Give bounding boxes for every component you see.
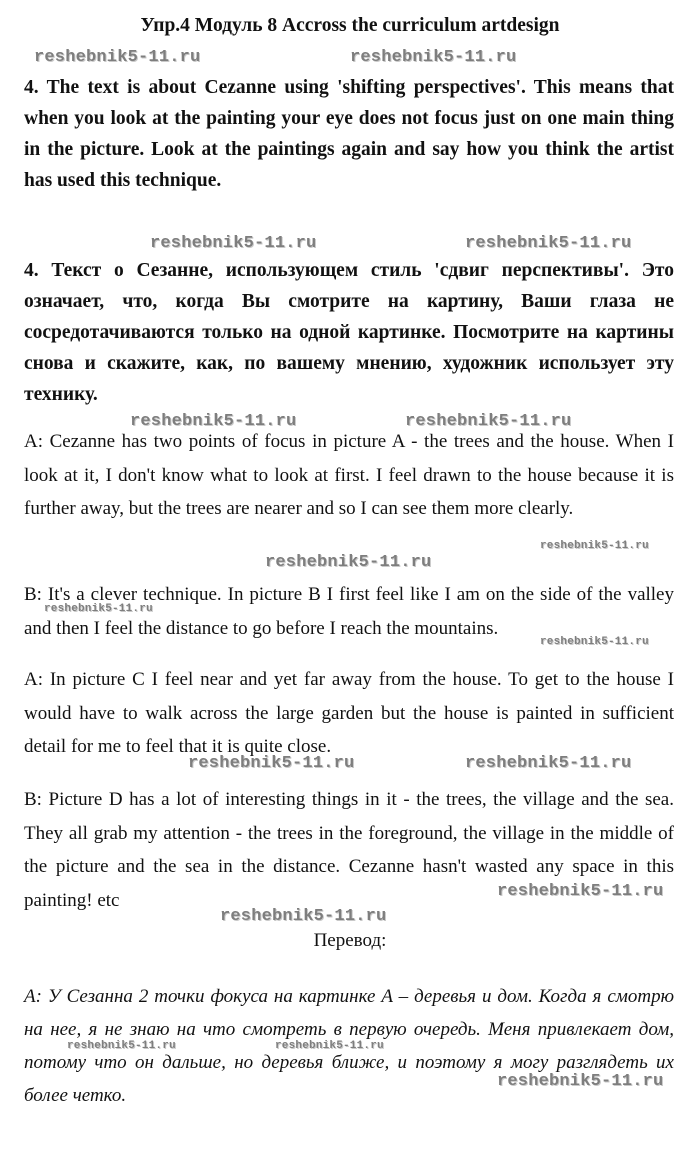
- watermark: reshebnik5-11.ru: [497, 882, 664, 901]
- watermark: reshebnik5-11.ru: [405, 412, 572, 431]
- answer-paragraph-b2: B: Picture D has a lot of interesting things in it - the trees, the village and the sea. They all grab my attention - the trees in the foreground, the village in the middle of the picture and the sea in the distance. Cezanne hasn't wasted any space in this painting! etc: [24, 789, 674, 911]
- watermark: reshebnik5-11.ru: [150, 234, 317, 253]
- watermark: reshebnik5-11.ru: [220, 907, 387, 926]
- watermark: reshebnik5-11.ru: [540, 540, 649, 552]
- watermark: reshebnik5-11.ru: [188, 754, 355, 773]
- watermark: reshebnik5-11.ru: [350, 48, 517, 67]
- translation-paragraph: A: У Сезанна 2 точки фокуса на картинке A – деревья и дом. Когда я смотрю на нее, я не знаю на что смотреть в первую очередь. Меня привлекает дом, потому что он дальше, но деревья ближе, и поэтому я могу разглядеть их более четко.: [24, 986, 674, 1106]
- task-english: 4. The text is about Cezanne using 'shifting perspectives'. This means that when you look at the painting your eye does not focus just on one main thing in the picture. Look at the paintings again and say how you think the artist has used this technique.: [24, 77, 674, 191]
- watermark: reshebnik5-11.ru: [497, 1072, 664, 1091]
- watermark: reshebnik5-11.ru: [44, 603, 153, 615]
- page-title: Упр.4 Модуль 8 Accross the curriculum artdesign: [140, 15, 560, 36]
- watermark: reshebnik5-11.ru: [67, 1040, 176, 1052]
- watermark: reshebnik5-11.ru: [465, 754, 632, 773]
- watermark: reshebnik5-11.ru: [465, 234, 632, 253]
- watermark: reshebnik5-11.ru: [265, 553, 432, 572]
- answer-paragraph-a2: A: In picture C I feel near and yet far away from the house. To get to the house I would have to walk across the large garden but the house is painted in sufficient detail for me to feel that it is quite close.: [24, 669, 674, 757]
- watermark: reshebnik5-11.ru: [275, 1040, 384, 1052]
- translation-label: Перевод:: [313, 930, 387, 951]
- watermark: reshebnik5-11.ru: [540, 636, 649, 648]
- task-russian: 4. Текст о Сезанне, использующем стиль 'сдвиг перспективы'. Это означает, что, когда Вы смотрите на картину, Ваши глаза не сосредотачиваются только на одной картинке. Посмотрите на картины снова и скажите, как, по вашему мнению, художник использует эту технику.: [24, 260, 674, 405]
- answer-paragraph-b1: B: It's a clever technique. In picture B I first feel like I am on the side of the valley and then I feel the distance to go before I reach the mountains.: [24, 584, 674, 639]
- answer-paragraph-a1: A: Cezanne has two points of focus in picture A - the trees and the house. When I look at it, I don't know what to look at first. I feel drawn to the house because it is further away, but the trees are nearer and so I can see them more clearly.: [24, 431, 674, 519]
- watermark: reshebnik5-11.ru: [130, 412, 297, 431]
- watermark: reshebnik5-11.ru: [34, 48, 201, 67]
